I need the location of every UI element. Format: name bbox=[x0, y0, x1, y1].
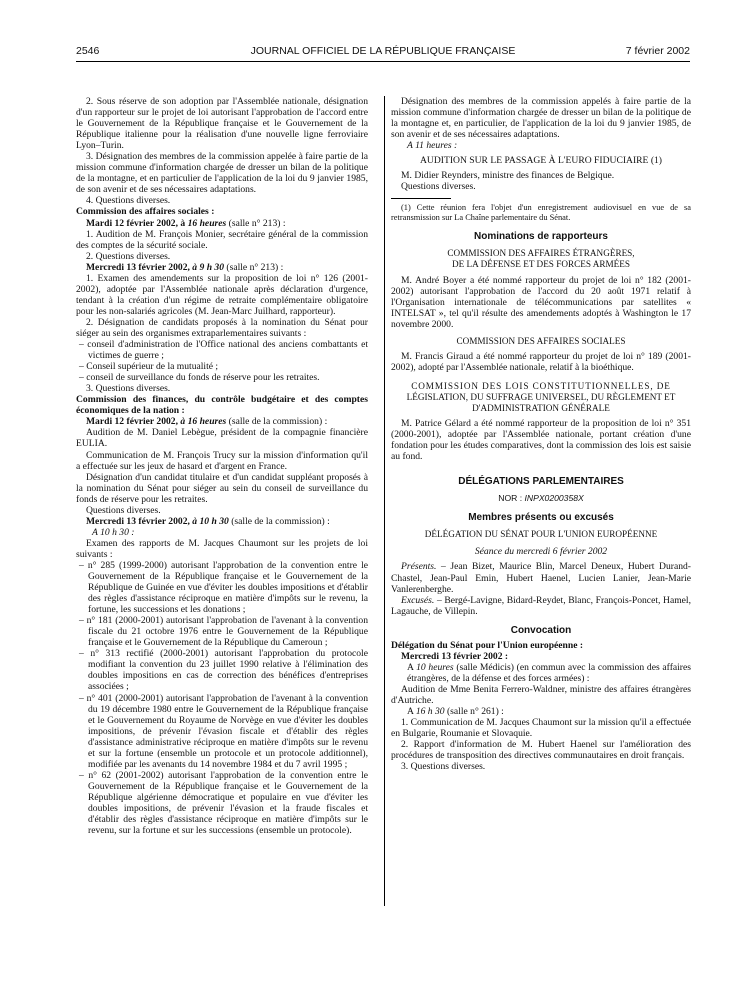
paragraph: Désignation d'un candidat titulaire et d'un candidat suppléant proposés à la nomination du Sénat pour siéger au sein du conseil de surveillance du fonds de réserve pour les retraites. bbox=[76, 471, 368, 505]
committee-name: COMMISSION DES LOIS CONSTITUTIONNELLES, DE bbox=[411, 380, 671, 391]
paragraph: 2. Rapport d'information de M. Hubert Haenel sur l'amélioration des procédures de transposition des directives communautaires en droit français. bbox=[391, 739, 691, 762]
right-column bbox=[391, 96, 691, 772]
list-item: – n° 313 rectifié (2000-2001) autorisant l'approbation du protocole modifiant la convention du 23 juillet 1990 relative à l'élimination des doubles impositions en cas de correction des bénéfices d'entreprises associées ; bbox=[79, 648, 368, 693]
section-heading: Convocation bbox=[510, 624, 572, 636]
paragraph: 4. Questions diverses. bbox=[86, 195, 171, 207]
paragraph: Communication de M. François Trucy sur la mission d'information qu'il a effectuée sur les jeux de hasard et d'argent en France. bbox=[76, 449, 368, 472]
time-label: A 10 h 30 : bbox=[92, 526, 135, 538]
list-item: – n° 401 (2000-2001) autorisant l'approbation de l'avenant à la convention du 19 décembre 1980 entre le Gouvernement de la République française et le Gouvernement du Royaume de Norvège en vue d'éviter les doubles impositions, de prévenir l'évasion fiscale et d'établir des règles d'assistance administrative réciproque en matière d'impôts sur le revenu et sur la fortune (ensemble un protocole et un protocole additionnel), modifiée par les avenants du 14 novembre 1984 et du 7 avril 1995 ; bbox=[79, 692, 368, 770]
header-rule bbox=[76, 61, 690, 62]
list-item: – conseil d'administration de l'Office national des anciens combattants et victimes de guerre ; bbox=[79, 339, 368, 362]
meeting-date: Mercredi 13 février 2002 : bbox=[401, 650, 509, 662]
paragraph: A 10 heures (salle Médicis) (en commun avec la commission des affaires étrangères, de la défense et des forces armées) : bbox=[407, 661, 691, 684]
paragraph: Audition de M. Daniel Lebègue, président de la compagnie financière EULIA. bbox=[76, 427, 368, 450]
page-header bbox=[76, 45, 690, 59]
meeting-date: Mardi 12 février 2002, à 16 heures (salle n° 213) : bbox=[86, 217, 286, 229]
paragraph: M. Francis Giraud a été nommé rapporteur du projet de loi n° 189 (2001-2002), adopté par l'Assemblée nationale, relatif à la bioéthique. bbox=[391, 350, 691, 373]
excused: Excusés. – Bergé-Lavigne, Bidard-Reydet, Blanc, François-Poncet, Hamel, Lagauche, de Villepin. bbox=[391, 594, 691, 617]
paragraph: Questions diverses. bbox=[401, 181, 476, 193]
committee-name: DÉLÉGATION DU SÉNAT POUR L'UNION EUROPÉENNE bbox=[424, 529, 658, 540]
footnote: (1) Cette réunion fera l'objet d'un enregistrement audiovisuel en vue de sa retransmission sur La Chaîne parlementaire du Sénat. bbox=[391, 203, 691, 223]
paragraph: Désignation des membres de la commission appelés à faire partie de la mission commune d'information chargée de dresser un bilan de la politique de la montagne et, en particulier, de l'application de la loi du 9 janvier 1985, de son avenir et de ses nécessaires adaptations. bbox=[391, 96, 691, 141]
paragraph: 2. Désignation de candidats proposés à la nomination du Sénat pour siéger au sein des organismes extraparlementaires suivants : bbox=[76, 316, 368, 339]
paragraph: 3. Désignation des membres de la commission appelée à faire partie de la mission commune d'information chargée de dresser un bilan de la politique de la montagne, et en particulier de l'application de la loi du 9 janvier 1985, de son avenir et de ses nécessaires adaptations. bbox=[76, 151, 368, 196]
committee-name: COMMISSION DES AFFAIRES ÉTRANGÈRES, bbox=[447, 248, 635, 259]
section-heading: Délégation du Sénat pour l'Union européenne : bbox=[391, 639, 584, 651]
section-heading: Commission des affaires sociales : bbox=[76, 206, 215, 218]
meeting-date: Mercredi 13 février 2002, à 9 h 30 (salle n° 213) : bbox=[86, 261, 284, 273]
committee-name: COMMISSION DES AFFAIRES SOCIALES bbox=[456, 335, 626, 346]
meeting-date: Mercredi 13 février 2002, à 10 h 30 (salle de la commission) : bbox=[86, 515, 330, 527]
committee-name: DE LA DÉFENSE ET DES FORCES ARMÉES bbox=[452, 259, 630, 270]
time-label: A 11 heures : bbox=[407, 140, 458, 152]
list-item: – Conseil supérieur de la mutualité ; bbox=[79, 361, 219, 373]
committee-name: LÉGISLATION, DU SUFFRAGE UNIVERSEL, DU RÈGLEMENT ET bbox=[406, 391, 676, 402]
list-item: – conseil de surveillance du fonds de réserve pour les retraites. bbox=[79, 372, 320, 384]
meeting-date: Mardi 12 février 2002, à 16 heures (salle de la commission) : bbox=[86, 416, 328, 428]
paragraph: M. Patrice Gélard a été nommé rapporteur de la proposition de loi n° 351 (2000-2001), adoptée par l'Assemblée nationale, portant création d'une fondation pour les études comparatives, dont la commission des lois est saisie au fond. bbox=[391, 418, 691, 463]
column-divider bbox=[384, 96, 385, 906]
section-heading: Membres présents ou excusés bbox=[468, 512, 614, 524]
paragraph: 3. Questions diverses. bbox=[401, 761, 486, 773]
list-item: – n° 181 (2000-2001) autorisant l'approbation de l'avenant à la convention fiscale du 21 octobre 1976 entre le Gouvernement de la République française et le Gouvernement de la République du Cameroun ; bbox=[79, 615, 368, 649]
paragraph: M. Didier Reynders, ministre des finances de Belgique. bbox=[401, 170, 615, 182]
paragraph: 2. Sous réserve de son adoption par l'Assemblée nationale, désignation d'un rapporteur sur le projet de loi autorisant l'approbation de l'accord entre le Gouvernement de la République française et le Gouvernement de la République italienne pour la réalisation d'une nouvelle ligne ferroviaire Lyon–Turin. bbox=[76, 96, 368, 152]
section-heading: Nominations de rapporteurs bbox=[474, 231, 608, 243]
paragraph: 1. Audition de M. François Monier, secrétaire général de la commission des comptes de la sécurité sociale. bbox=[76, 228, 368, 251]
list-item: – n° 285 (1999-2000) autorisant l'approbation de la convention entre le Gouvernement de la République française et le Gouvernement de la République de Guinée en vue d'éviter les doubles impositions et d'établir des règles d'assistance réciproque en matière d'impôts sur le revenu, la fortune, les successions et les donations ; bbox=[79, 559, 368, 616]
paragraph: 3. Questions diverses. bbox=[86, 383, 171, 395]
left-column bbox=[76, 96, 368, 836]
hearing-title: AUDITION SUR LE PASSAGE À L'EURO FIDUCIAIRE (1) bbox=[419, 155, 663, 167]
paragraph: 1. Communication de M. Jacques Chaumont sur la mission qu'il a effectuée en Bulgarie, Roumanie et Slovaquie. bbox=[391, 717, 691, 740]
attendees: Présents. – Jean Bizet, Maurice Blin, Marcel Deneux, Hubert Durand-Chastel, Jean-Paul Emin, Hubert Haenel, Lucien Lanier, Jean-Marie Vanlerenberghe. bbox=[391, 561, 691, 595]
paragraph: 1. Examen des amendements sur la proposition de loi n° 126 (2001-2002), adoptée par l'Assemblée nationale après déclaration d'urgence, tendant à la création d'un régime de retraite complémentaire obligatoire pour les non-salariés agricoles (M. Jean-Marc Juilhard, rapporteur). bbox=[76, 272, 368, 317]
list-item: – n° 62 (2001-2002) autorisant l'approbation de la convention entre le Gouvernement de la République française et le Gouvernement de la République algérienne démocratique et populaire en vue d'éviter les doubles impositions, de prévenir l'évasion et la fraude fiscales et d'établir des règles d'assistance réciproque en matière d'impôts sur le revenu, sur la fortune et sur les successions (ensemble un protocole). bbox=[79, 769, 368, 837]
paragraph: 2. Questions diverses. bbox=[86, 250, 171, 262]
nor-reference: NOR : INPX0200358X bbox=[498, 493, 584, 504]
issue-date: 7 février 2002 bbox=[625, 45, 690, 57]
section-heading: DÉLÉGATIONS PARLEMENTAIRES bbox=[458, 476, 624, 488]
session-title: Séance du mercredi 6 février 2002 bbox=[474, 546, 608, 558]
section-heading: Commission des finances, du contrôle budgétaire et des comptes économiques de la nation : bbox=[76, 394, 368, 417]
committee-name: D'ADMINISTRATION GÉNÉRALE bbox=[472, 402, 610, 413]
paragraph: M. André Boyer a été nommé rapporteur du projet de loi n° 182 (2001-2002) autorisant l'approbation de l'accord du 20 août 1971 relatif à l'Organisation internationale de télécommunications par satellites « INTELSAT », tel qu'il résulte des amendements adoptés à Washington le 17 novembre 2000. bbox=[391, 274, 691, 330]
paragraph: Audition de Mme Benita Ferrero-Waldner, ministre des affaires étrangères d'Autriche. bbox=[391, 683, 691, 706]
journal-title: JOURNAL OFFICIEL DE LA RÉPUBLIQUE FRANÇAISE bbox=[250, 45, 516, 57]
paragraph: Examen des rapports de M. Jacques Chaumont sur les projets de loi suivants : bbox=[76, 537, 368, 560]
page-number: 2546 bbox=[76, 45, 100, 57]
paragraph: Questions diverses. bbox=[86, 504, 161, 516]
footnote-separator bbox=[391, 198, 451, 199]
time-label: A 16 h 30 (salle n° 261) : bbox=[407, 706, 504, 718]
